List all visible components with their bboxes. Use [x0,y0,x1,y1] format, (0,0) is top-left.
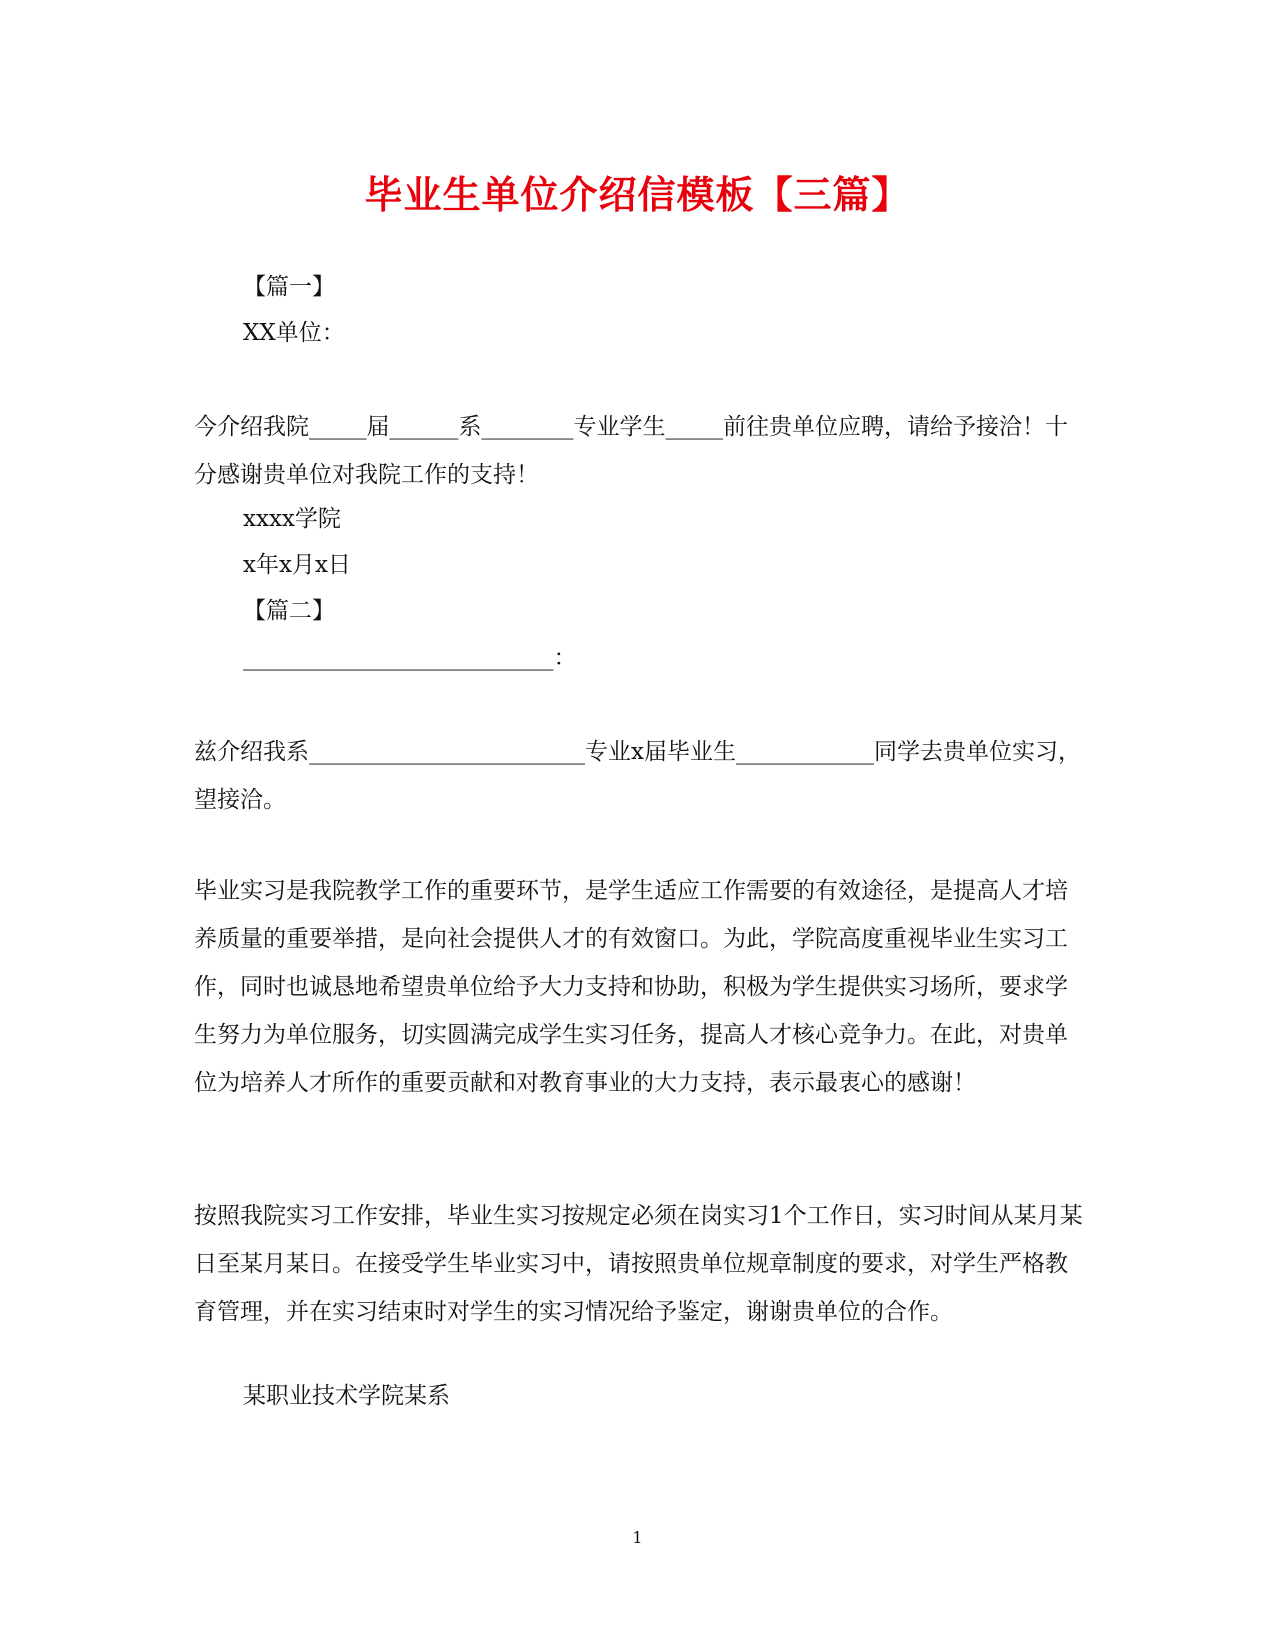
salutation-1: XX单位： [243,320,345,346]
section-heading-2: 【篇二】 [243,598,335,624]
paragraph-2-2: 毕业实习是我院教学工作的重要环节，是学生适应工作需要的有效途径，是提高人才培养质量的重要举措，是向社会提供人才的有效窗口。为此，学院高度重视毕业生实习工作，同时也诚恳地希望贵单位给予大力支持和协助，积极为学生提供实习场所，要求学生努力为单位服务，切实圆满完成学生实习任务，提高人才核心竞争力。在此，对贵单位为培养人才所作的重要贡献和对教育事业的大力支持，表示最衷心的感谢！ [194,878,1068,1096]
paragraph-2-3: 按照我院实习工作安排，毕业生实习按规定必须在岗实习1个工作日，实习时间从某月某日至某月某日。在接受学生毕业实习中，请按照贵单位规章制度的要求，对学生严格教育管理，并在实习结束时对学生的实习情况给予鉴定，谢谢贵单位的合作。 [194,1203,1083,1325]
signature-2: 某职业技术学院某系 [243,1383,450,1409]
paragraph-1-1: 今介绍我院_____届______系________专业学生_____前往贵单位应聘，请给予接洽！十分感谢贵单位对我院工作的支持！ [194,414,1068,488]
signature-1: xxxx学院 [243,506,341,532]
page-title: 毕业生单位介绍信模板【三篇】 [364,172,911,217]
paragraph-2-1: 兹介绍我系________________________专业x届毕业生____________同学去贵单位实习，望接洽。 [194,739,1081,813]
section-heading-1: 【篇一】 [243,274,335,300]
date-1: x年x月x日 [243,552,351,578]
salutation-2: ___________________________： [243,645,577,671]
page-number: 1 [632,1528,643,1547]
